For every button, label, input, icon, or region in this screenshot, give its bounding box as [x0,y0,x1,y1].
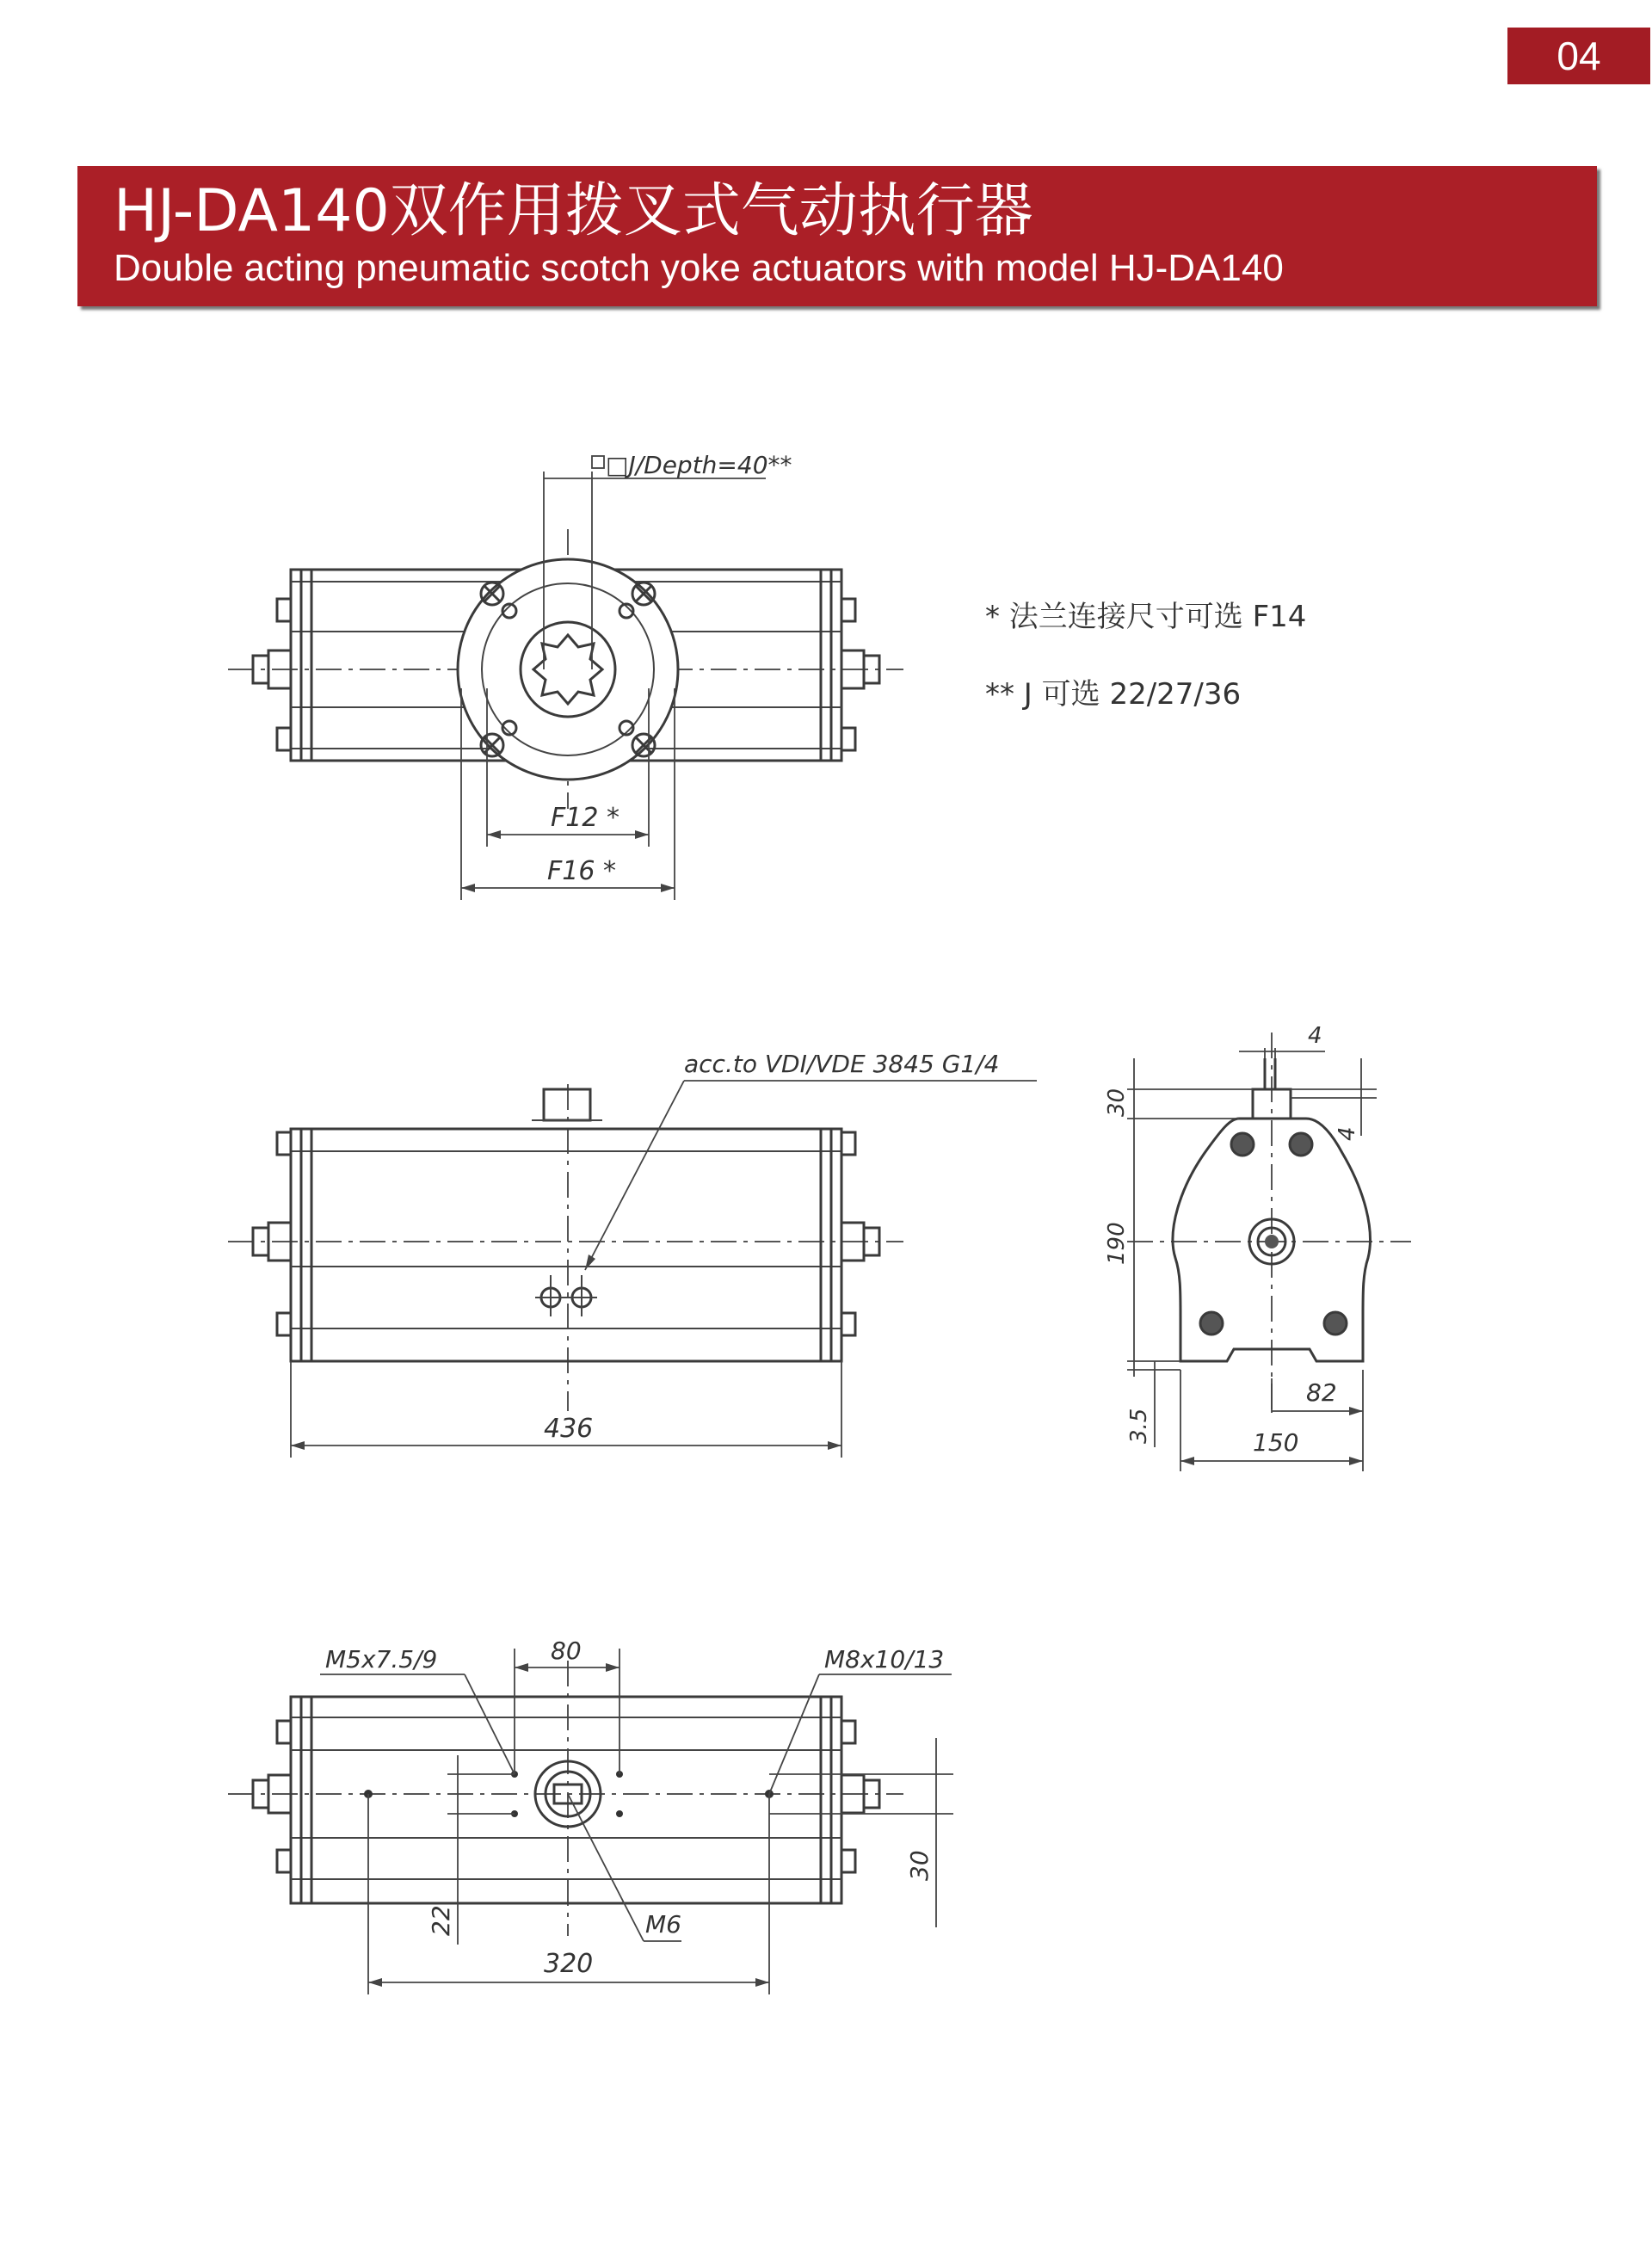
shaft-size-label: □J/Depth=40** [606,451,792,479]
side-right-offset-label: 4 [1335,1126,1360,1141]
top-view [228,456,903,900]
note-flange-option: * 法兰连接尺寸可选 F14 [985,600,1307,634]
title-chinese: HJ-DA140双作用拨叉式气动执行器 [114,177,1033,245]
side-top-height-label: 30 [1104,1088,1130,1117]
side-view [1127,1033,1411,1471]
spacing-80-label: 80 [551,1637,582,1665]
page-number-badge: 04 [1507,28,1650,84]
side-body-height-label: 190 [1104,1222,1130,1265]
length-436-label: 436 [544,1414,594,1444]
hole-spacing-320-label: 320 [544,1949,594,1979]
right-thread-label: M8x10/13 [824,1645,945,1674]
side-top-width-label: 4 [1308,1023,1322,1049]
front-view [228,1081,1037,1458]
note-shaft-option: ** J 可选 22/27/36 [985,677,1242,712]
side-half-width-label: 82 [1306,1378,1337,1407]
port-standard-label: acc.to VDI/VDE 3845 G1/4 [684,1050,1000,1078]
right-height-30-label: 30 [905,1850,934,1881]
flange-f12-label: F12 * [551,803,620,833]
bottom-view [228,1649,953,1994]
left-thread-label: M5x7.5/9 [325,1645,438,1674]
left-height-22-label: 22 [427,1905,455,1936]
title-english: Double acting pneumatic scotch yoke actuators with model HJ-DA140 [114,247,1284,289]
side-base-thickness-label: 3.5 [1126,1408,1152,1444]
center-thread-m6-label: M6 [645,1910,681,1939]
flange-f16-label: F16 * [547,856,616,886]
side-total-width-label: 150 [1253,1428,1299,1457]
